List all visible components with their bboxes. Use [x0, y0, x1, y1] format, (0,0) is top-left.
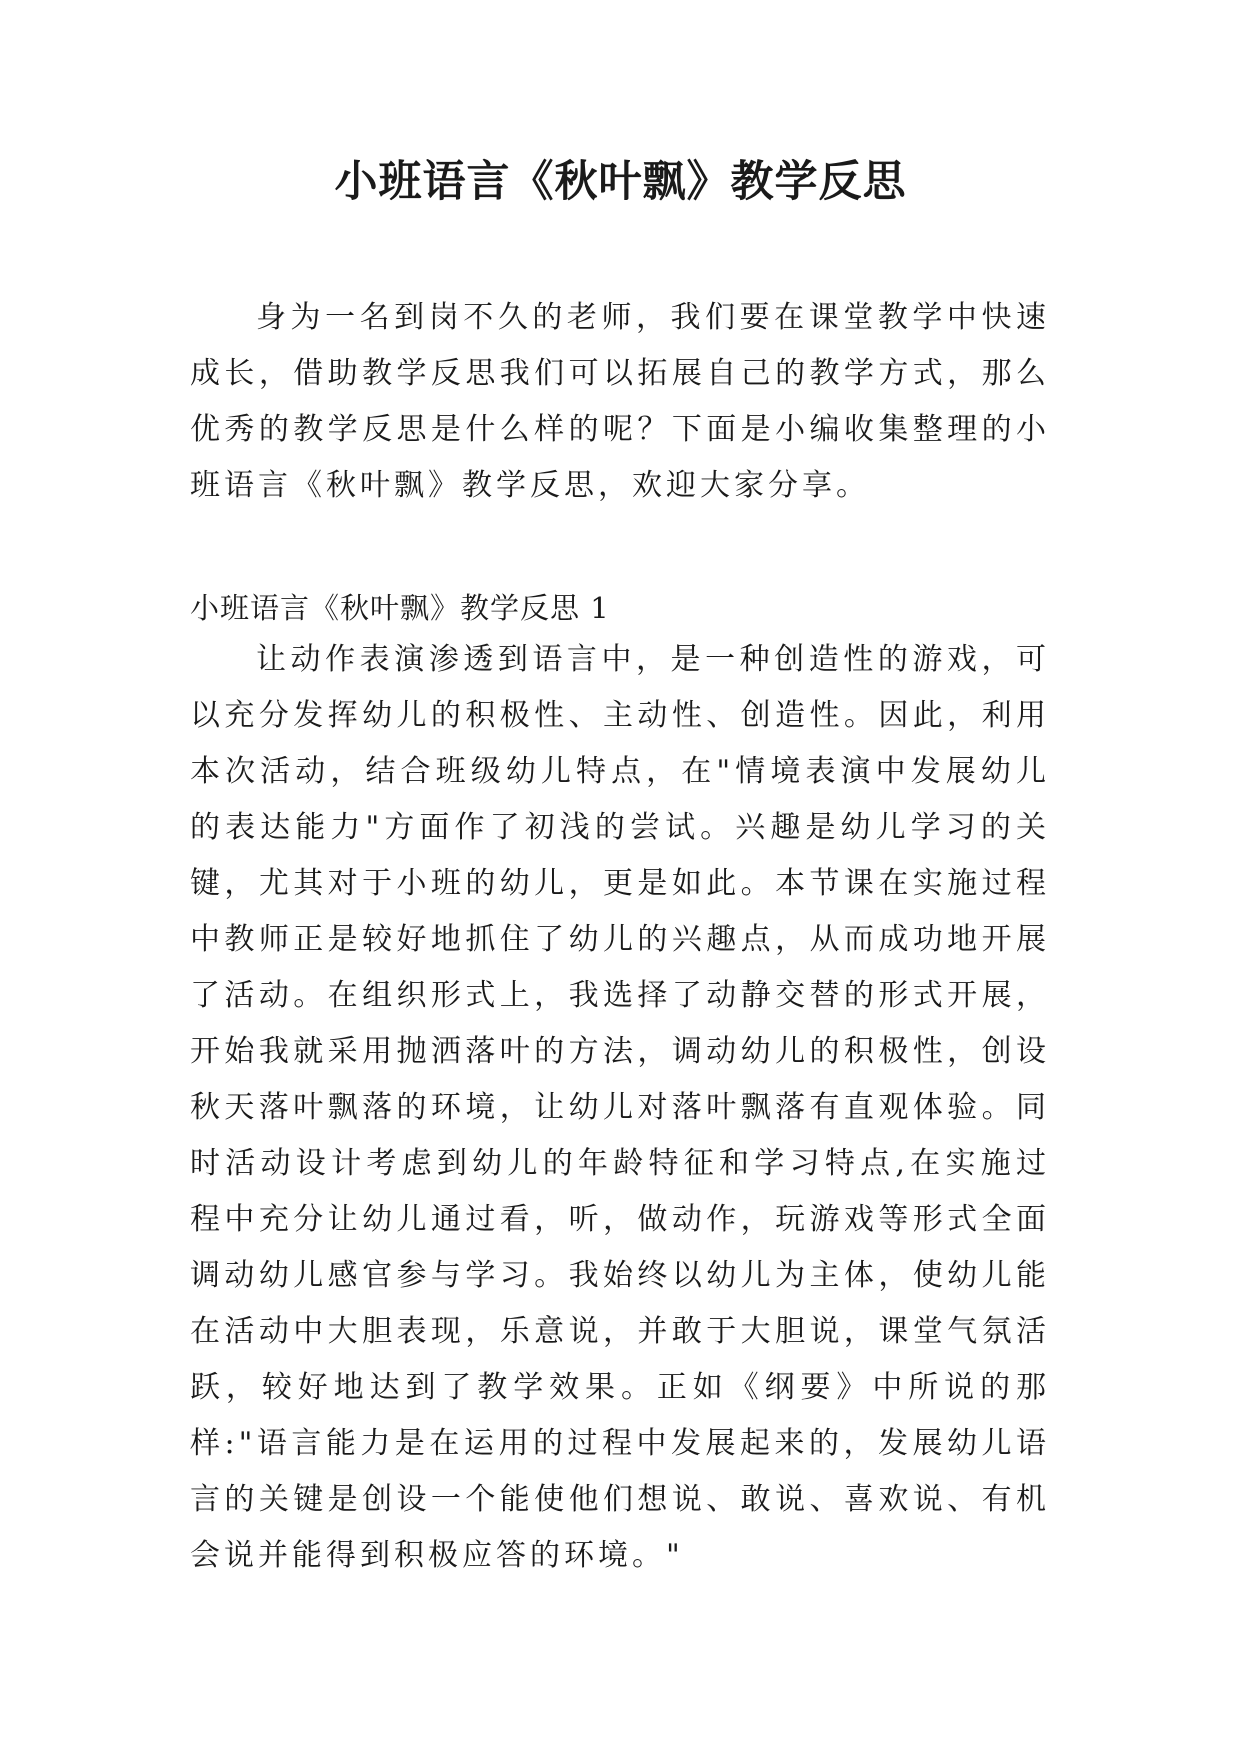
- section-body-paragraph: 让动作表演渗透到语言中，是一种创造性的游戏，可以充分发挥幼儿的积极性、主动性、创造性。因此，利用本次活动，结合班级幼儿特点，在"情境表演中发展幼儿的表达能力"方面作了初浅的尝试。兴趣是幼儿学习的关键，尤其对于小班的幼儿，更是如此。本节课在实施过程中教师正是较好地抓住了幼儿的兴趣点，从而成功地开展了活动。在组织形式上，我选择了动静交替的形式开展，开始我就采用抛洒落叶的方法，调动幼儿的积极性，创设秋天落叶飘落的环境，让幼儿对落叶飘落有直观体验。同时活动设计考虑到幼儿的年龄特征和学习特点,在实施过程中充分让幼儿通过看，听，做动作，玩游戏等形式全面调动幼儿感官参与学习。我始终以幼儿为主体，使幼儿能在活动中大胆表现，乐意说，并敢于大胆说，课堂气氛活跃，较好地达到了教学效果。正如《纲要》中所说的那样:"语言能力是在运用的过程中发展起来的，发展幼儿语言的关键是创设一个能使他们想说、敢说、喜欢说、有机会说并能得到积极应答的环境。": [190, 642, 1050, 1573]
- document-title: 小班语言《秋叶飘》教学反思: [334, 157, 907, 207]
- section-heading: 小班语言《秋叶飘》教学反思 1: [190, 591, 610, 625]
- intro-paragraph: 身为一名到岗不久的老师，我们要在课堂教学中快速成长，借助教学反思我们可以拓展自己的教学方式，那么优秀的教学反思是什么样的呢？下面是小编收集整理的小班语言《秋叶飘》教学反思，欢迎大家分享。: [190, 300, 1050, 503]
